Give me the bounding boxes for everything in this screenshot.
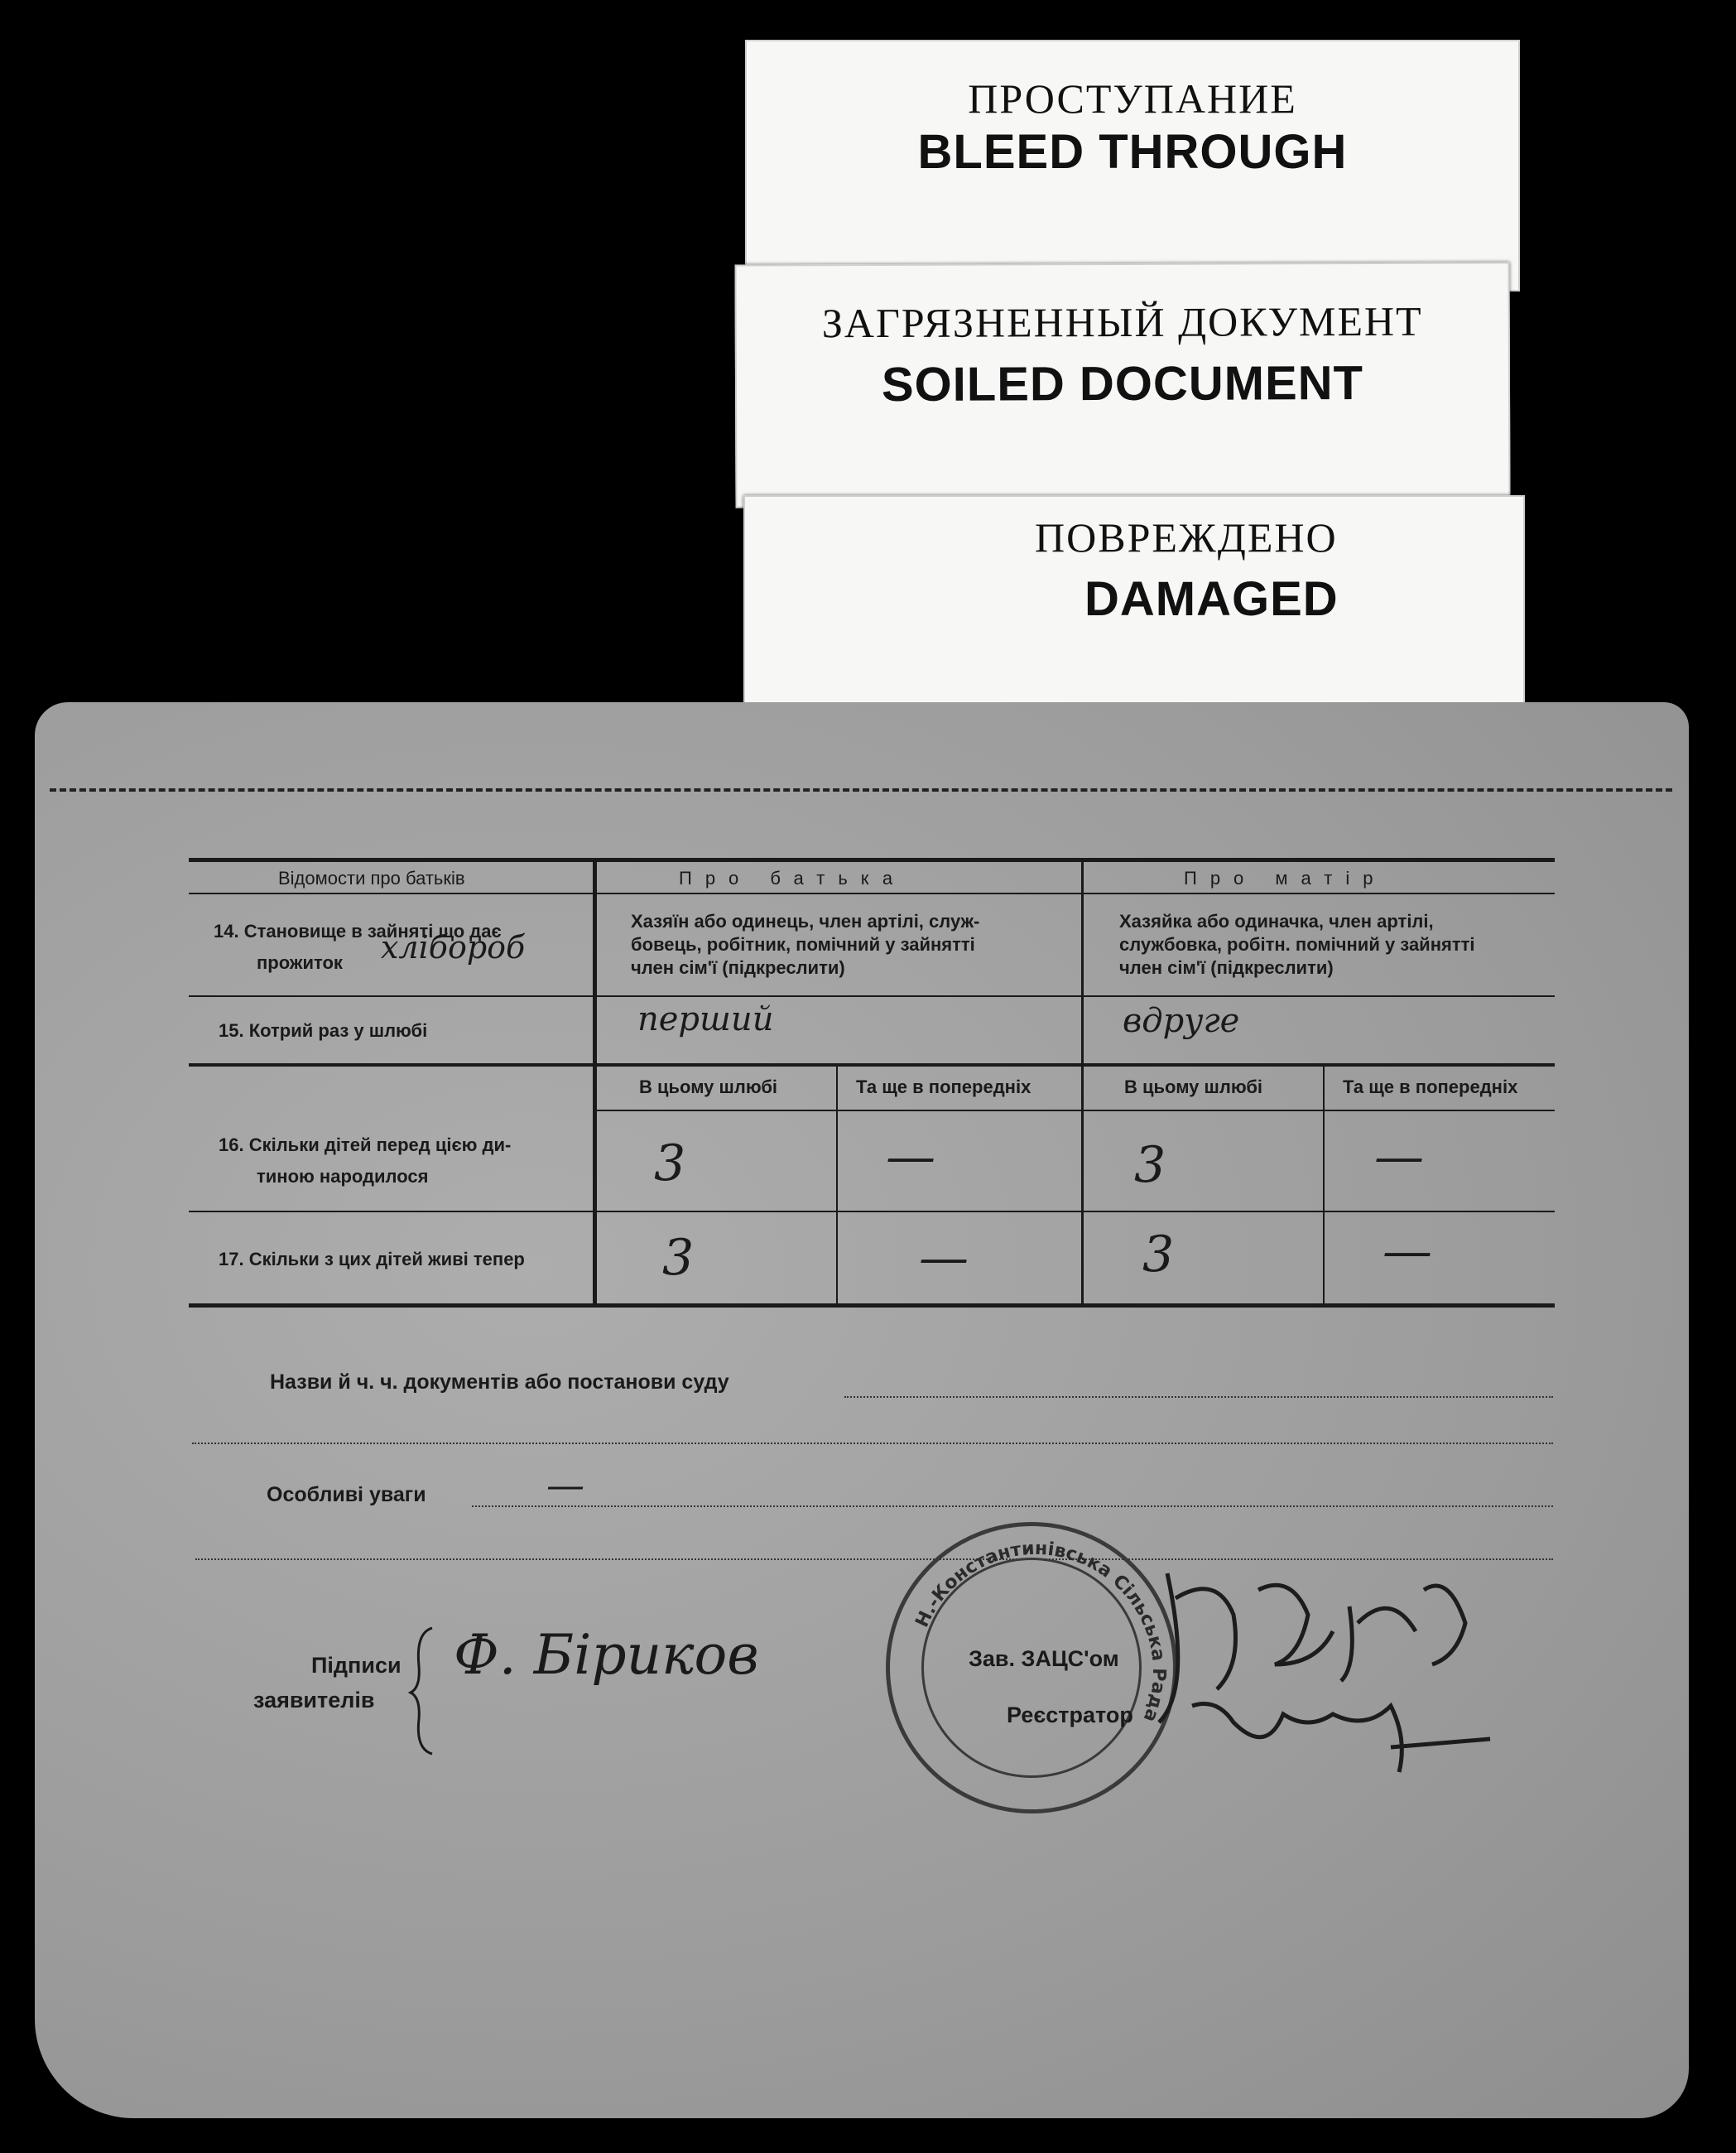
documents-label: Назви й ч. ч. документів або постанови суду (270, 1370, 729, 1394)
official-signatures (1142, 1540, 1507, 1805)
col-header-father: Про батька (679, 868, 906, 889)
row14-father-handwriting: хлібороб (381, 929, 526, 966)
row14-father-2: бовець, робітник, помічний у зайнятті (631, 934, 975, 955)
documents-fill-line (844, 1396, 1553, 1398)
perforation-line (50, 788, 1672, 792)
brace-icon (407, 1625, 440, 1757)
applicant-signature: Ф. Біриков (454, 1623, 759, 1687)
row15-father-handwriting: перший (637, 1000, 774, 1038)
notes-fill-line (472, 1505, 1553, 1507)
subheader-mother-current: В цьому шлюбі (1124, 1076, 1263, 1097)
row16-father-previous: — (886, 1128, 935, 1186)
row16-mother-previous: — (1374, 1128, 1424, 1186)
row17-mother-current: 3 (1142, 1226, 1175, 1284)
subheader-father-current: В цьому шлюбі (639, 1076, 778, 1097)
row14-mother-2: службовка, робітн. помічний у зайнятті (1119, 934, 1475, 955)
row14-label-2: прожиток (257, 952, 343, 973)
row14-mother-1: Хазяйка або одиначка, член артілі, (1119, 911, 1434, 932)
row15-mother-handwriting: вдруге (1123, 1002, 1240, 1040)
svg-text:Н.-Константинівська Сільська Р (912, 1539, 1170, 1725)
soiled-document-en: SOILED DOCUMENT (881, 355, 1364, 412)
row16-mother-current: 3 (1134, 1136, 1166, 1194)
bleed-through-label (745, 40, 1520, 291)
damaged-en: DAMAGED (1084, 572, 1339, 626)
signatures-label-1: Підписи (311, 1653, 402, 1678)
damaged-label (743, 495, 1525, 706)
row15-label: 15. Котрий раз у шлюбі (219, 1020, 428, 1041)
registrar-label: Реєстратор (1007, 1703, 1133, 1727)
notes-label: Особливі уваги (267, 1483, 426, 1506)
row14-label-1: 14. Становище в зайняті що дає (214, 921, 502, 942)
row17-father-previous: — (919, 1229, 969, 1287)
col-header-mother: Про матір (1184, 868, 1387, 889)
soiled-document-label (734, 262, 1510, 508)
col-header-parents: Відомости про батьків (278, 868, 465, 889)
notes-handwriting: — (546, 1462, 584, 1507)
damaged-ru: ПОВРЕЖДЕНО (1035, 514, 1338, 561)
documents-fill-line-2 (192, 1443, 1553, 1444)
bleed-through-ru: ПРОСТУПАНИЕ (968, 75, 1297, 122)
head-of-registry-label: Зав. ЗАЦС'ом (969, 1646, 1119, 1671)
row17-mother-previous: — (1383, 1222, 1432, 1280)
row14-mother-3: член сім'ї (підкреслити) (1119, 957, 1334, 978)
row14-father-3: член сім'ї (підкреслити) (631, 957, 845, 978)
soiled-document-ru: ЗАГРЯЗНЕННЫЙ ДОКУМЕНТ (821, 297, 1423, 347)
row17-father-current: 3 (662, 1229, 695, 1287)
row16-father-current: 3 (654, 1134, 686, 1192)
row16-label-1: 16. Скільки дітей перед цією ди- (219, 1134, 512, 1155)
bleed-through-en: BLEED THROUGH (917, 125, 1348, 179)
signatures-label-2: заявителів (253, 1688, 375, 1712)
subheader-mother-previous: Та ще в попередніх (1343, 1076, 1518, 1097)
stamp-text: Н.-Константинівська Сільська Рада (911, 1538, 1170, 1725)
row17-label: 17. Скільки з цих дітей живі тепер (219, 1249, 525, 1269)
row16-label-2: тиною народилося (257, 1166, 429, 1187)
row14-father-1: Хазяїн або одинець, член артілі, служ- (631, 911, 980, 932)
subheader-father-previous: Та ще в попередніх (856, 1076, 1032, 1097)
